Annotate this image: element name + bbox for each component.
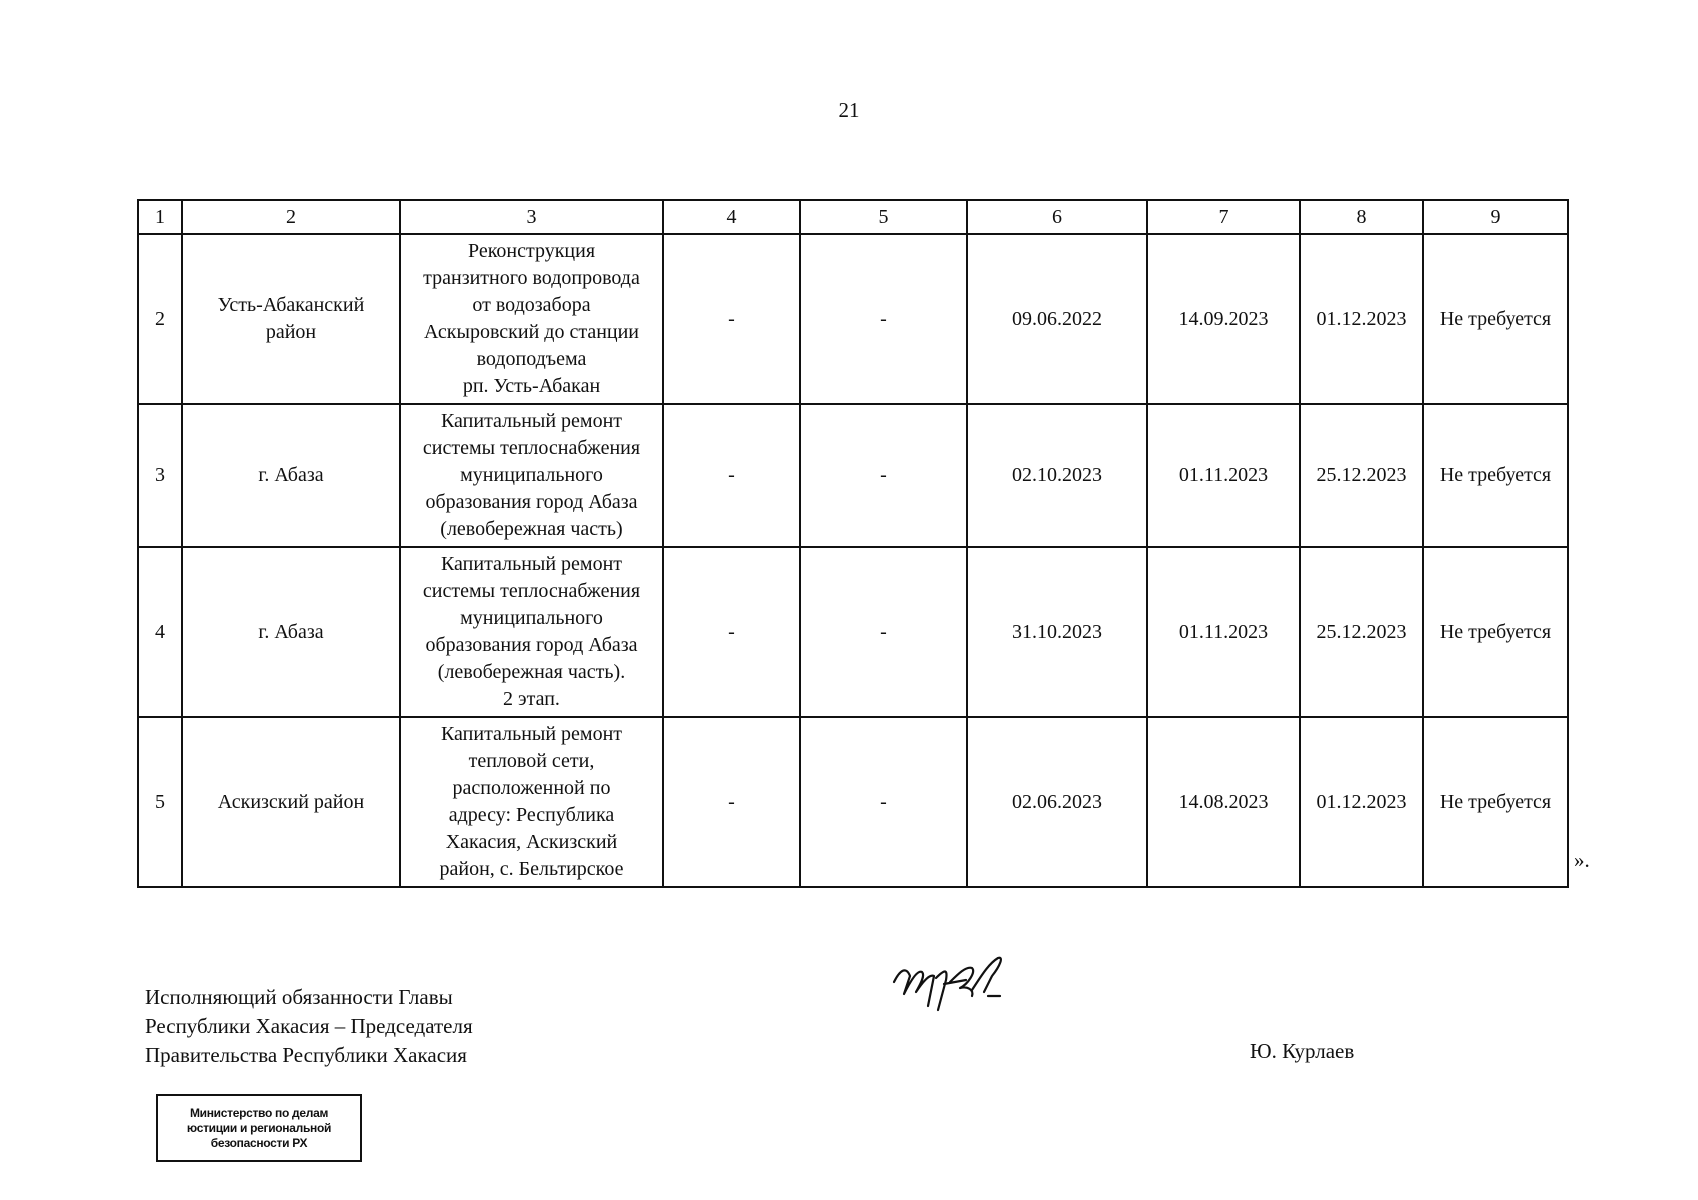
row-number-cell: 4 [138, 547, 182, 717]
signatory-title [145, 983, 473, 1070]
work-line: (левобережная часть). [437, 661, 626, 683]
area-cell [182, 234, 400, 404]
closing-quote: ». [1574, 848, 1590, 872]
requirement-cell: Не требуется [1423, 547, 1568, 717]
work-line: образования город Абаза [425, 491, 638, 513]
area-cell [182, 717, 400, 887]
work-line: адресу: Республика [448, 804, 615, 826]
header-cell-5: 5 [800, 200, 967, 234]
header-cell-6: 6 [967, 200, 1147, 234]
page-number: 21 [838, 98, 860, 122]
table-row [138, 234, 1568, 404]
area-line: г. Абаза [258, 464, 324, 486]
work-description-cell [400, 234, 663, 404]
column-5-cell: - [800, 547, 967, 717]
header-cell-9: 9 [1423, 200, 1568, 234]
date-col-6-cell: 02.06.2023 [967, 717, 1147, 887]
column-5-cell: - [800, 717, 967, 887]
row-number-cell: 5 [138, 717, 182, 887]
area-line: Аскизский район [217, 790, 365, 813]
handwritten-signature [888, 948, 1013, 1018]
header-cell-4: 4 [663, 200, 800, 234]
work-line: район, с. Бельтирское [439, 858, 624, 880]
area-line: г. Абаза [258, 620, 324, 643]
column-5-cell: - [800, 404, 967, 547]
stamp-line: Министерство по делам [189, 1105, 329, 1120]
work-description-cell [400, 404, 663, 547]
area-cell [182, 547, 400, 717]
date-col-7-cell: 14.08.2023 [1147, 717, 1300, 887]
area-line: Усть-Абаканский [217, 294, 365, 316]
column-5-cell: - [800, 234, 967, 404]
work-line: транзитного водопровода [423, 267, 640, 289]
table-row [138, 547, 1568, 717]
column-4-cell: - [663, 404, 800, 547]
work-line: системы теплоснабжения [422, 437, 641, 459]
requirement-cell: Не требуется [1423, 404, 1568, 547]
date-col-7-cell: 01.11.2023 [1147, 404, 1300, 547]
work-description-cell [400, 717, 663, 887]
header-cell-2: 2 [182, 200, 400, 234]
work-line: Капитальный ремонт [440, 553, 623, 575]
table-header-row [138, 200, 1568, 234]
header-cell-3: 3 [400, 200, 663, 234]
work-line: Капитальный ремонт [440, 723, 623, 745]
work-line: Хакасия, Аскизский [445, 831, 618, 853]
area-line: район [265, 321, 317, 343]
stamp-line: безопасности РХ [210, 1135, 308, 1150]
area-cell [182, 404, 400, 547]
header-cell-1: 1 [138, 200, 182, 234]
header-cell-7: 7 [1147, 200, 1300, 234]
schedule-table [137, 199, 1569, 888]
work-line: Реконструкция [467, 240, 596, 262]
date-col-8-cell: 25.12.2023 [1300, 404, 1423, 547]
row-number-cell: 3 [138, 404, 182, 547]
ministry-stamp [156, 1094, 362, 1162]
signatory-title-line: Республики Хакасия – Председателя [145, 1014, 473, 1038]
work-line: от водозабора [472, 294, 591, 316]
row-number-cell: 2 [138, 234, 182, 404]
date-col-7-cell: 14.09.2023 [1147, 234, 1300, 404]
requirement-cell: Не требуется [1423, 717, 1568, 887]
work-line: Капитальный ремонт [440, 410, 623, 432]
work-line: (левобережная часть) [440, 518, 623, 540]
work-line: тепловой сети, [468, 750, 595, 772]
date-col-6-cell: 09.06.2022 [967, 234, 1147, 404]
column-4-cell: - [663, 547, 800, 717]
signer-name: Ю. Курлаев [1250, 1039, 1355, 1063]
work-line: муниципального [460, 607, 603, 629]
work-line: Аскыровский до станции [423, 321, 640, 343]
date-col-8-cell: 01.12.2023 [1300, 717, 1423, 887]
date-col-6-cell: 02.10.2023 [967, 404, 1147, 547]
work-line: 2 этап. [503, 688, 560, 710]
signatory-title-line: Правительства Республики Хакасия [145, 1043, 467, 1067]
date-col-6-cell: 31.10.2023 [967, 547, 1147, 717]
date-col-7-cell: 01.11.2023 [1147, 547, 1300, 717]
signatory-title-line: Исполняющий обязанности Главы [145, 985, 453, 1009]
work-line: расположенной по [452, 777, 611, 799]
requirement-cell: Не требуется [1423, 234, 1568, 404]
table-row [138, 404, 1568, 547]
header-cell-8: 8 [1300, 200, 1423, 234]
column-4-cell: - [663, 234, 800, 404]
table-row [138, 717, 1568, 887]
date-col-8-cell: 25.12.2023 [1300, 547, 1423, 717]
table-body [138, 200, 1568, 887]
work-line: муниципального [460, 464, 603, 486]
work-line: образования город Абаза [425, 634, 638, 656]
work-line: водоподъема [476, 348, 587, 370]
work-line: рп. Усть-Абакан [462, 375, 601, 397]
work-description-cell [400, 547, 663, 717]
column-4-cell: - [663, 717, 800, 887]
date-col-8-cell: 01.12.2023 [1300, 234, 1423, 404]
stamp-line: юстиции и региональной [186, 1120, 332, 1135]
work-line: системы теплоснабжения [422, 580, 641, 602]
